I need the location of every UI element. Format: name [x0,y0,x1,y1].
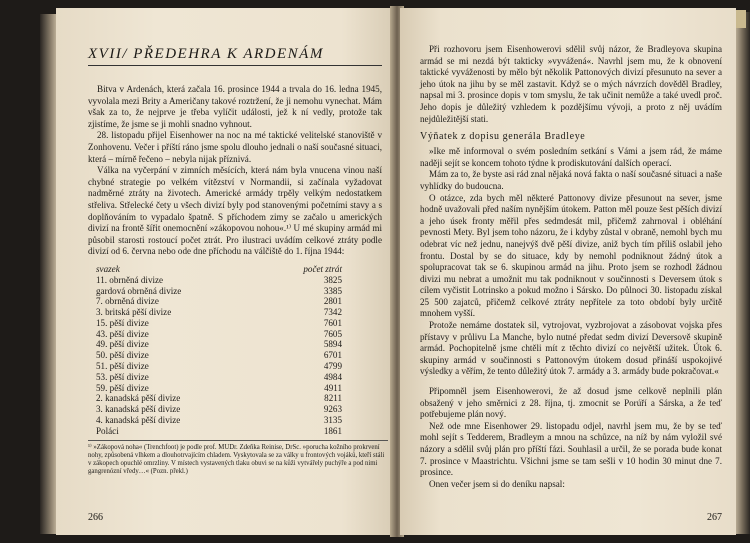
unit-cell: 11. obrněná divize [96,274,164,285]
table-row [96,404,346,415]
paragraph: »Ike mě informoval o svém posledním setkání s Vámi a jsem rád, že máme naději sejít se koncem tohoto týdne k prodiskutování dalších operací. [420,146,722,168]
table-row [96,329,346,340]
table-row [96,383,346,394]
column-header-unit: svazek [96,263,120,274]
table-row [96,296,346,307]
table-row [96,275,346,286]
losses-cell: 9263 [323,404,342,415]
unit-cell: 15. pěší divize [96,317,149,328]
unit-cell: 2. kanadská pěší divize [96,393,181,404]
column-header-losses: počet ztrát [303,263,342,274]
paragraph: Válka na vyčerpání v zimních měsících, která nám byla vnucena vinou naší chybné strategie po velkém vítězství v Normandii, si začínala vyžadovat nadměrné ztráty na životech. Americké armády trpěly velkým nedostatkem střeliva. Střelecké čety u všech divizí byly pod stanovenými početními stavy a s doplňováním to vypadalo špatně. S příchodem zimy se začalo u amerických divizí na frontě šířit onemocnění »zákopovou nohou«.¹⁾ U mé skupiny armád mi působil starosti rostoucí počet ztrát. Pro ilustraci uvádím celkové ztráty podle divizí od 6. června nebo ode dne příchodu na válčiště do 1. října 1944: [88,165,382,257]
unit-cell: 3. kanadská pěší divize [96,404,181,415]
unit-cell: 51. pěší divize [96,361,149,372]
table-row [96,318,346,329]
losses-table [96,264,346,437]
table-row [96,286,346,297]
table-row [96,415,346,426]
table-row [96,339,346,350]
footnote: ¹⁾ »Zákopová noha« (Trenchfoot) je podle prof. MUDr. Zdeňka Reinise, DrSc. »porucha kožního prokrvení nohy, způsobená vlhkem a dlouhotrvajícím chladem. Vyskytovala se za války u frontových vojáků, kteří stáli v zákopech opuchlé omrzliny. V místech vystavených tlaku obuvi se na kůži vytvářely puchýře a pod nimi gangrenózní vředy…« (Pozn. překl.) [88,440,388,476]
unit-cell: 49. pěší divize [96,339,149,350]
losses-cell: 8211 [324,393,342,404]
paragraph: Než ode mne Eisenhower 29. listopadu odjel, navrhl jsem mu, že by se teď mohl sejít s Tedderem, Bradleym a mnou na schůzce, na níž by nám vyložil své názory a sdělil svůj plán pro příští fázi. Souhlasil a určil, že se porada bude konat 7. prosince v Maastrichtu. Všichni jsme se tam sešli v 10 hodin 30 minut dne 7. prosince. [420,420,722,478]
unit-cell: 43. pěší divize [96,328,149,339]
unit-cell: 50. pěší divize [96,350,149,361]
losses-cell: 7605 [323,328,342,339]
losses-cell: 4799 [323,361,342,372]
right-page-edge [734,12,750,534]
unit-cell: 4. kanadská pěší divize [96,415,181,426]
unit-cell: gardová obrněná divize [96,285,182,296]
unit-cell: 53. pěší divize [96,371,149,382]
paragraph: Protože nemáme dostatek sil, vytrojovat, vyzbrojovat a zásobovat vojska přes přístavy v průlivu La Manche, bylo nutné předat sedm divizí Deversově skupině armád. Pochopitelně jsme chtěli mít z těchto divizí co největší užitek. Útok 6. skupiny armád v součinnosti s Pattonovým útokem dosud přináší uspokojivé výsledky a věřím, že tento důležitý útok 7. armády a 3. armády bude pokračovat.« [420,320,722,377]
right-page [400,8,736,535]
losses-cell: 2801 [323,296,342,307]
losses-cell: 1861 [323,425,342,436]
table-row [96,361,346,372]
losses-cell: 3135 [323,415,342,426]
paragraph: O otázce, zda bych měl některé Pattonovy divize přesunout na sever, jsme hodně uvažovali před naším nynějším útokem. Patton měl pouze šest pěších divizí a jeho úsek fronty měřil přes sedmdesát mil, přičemž zahrnoval i obléhání pevnosti Mety. Byl jsem toho názoru, že i kdyby zůstal v obraně, nemohl bych mu odebrat víc než jednu, nanejvýš dvě pěší divize, aniž bych tím příliš oslabil jeho frontu. Dostal by se do situace, kdy by nemohl podniknout žádný útok a spolupracovat tak se 6. skupinou armád na jihu. Proto jsem se rozhodl žádnou divizi mu nebrat a umožnit mu tak podniknout v součinnosti s Deversem útok s cílem vyčistit Lotrinsko a pokud možno i Sársko. Do půlnoci 30. listopadu získal 25 500 zajatců, přičemž celkové ztráty nepřítele za toto období byly určitě mnohem vyšší. [420,192,722,319]
losses-cell: 3825 [323,274,342,285]
unit-cell: 59. pěší divize [96,382,149,393]
losses-cell: 5894 [323,339,342,350]
paragraph: Onen večer jsem si do deníku napsal: [429,478,565,489]
paragraph: Při rozhovoru jsem Eisenhowerovi sdělil svůj názor, že Bradleyova skupina armád se mi nezdá být takticky »vyvážená«. Navrhl jsem mu, že k obnovení taktické vyváženosti by mělo být několik Pattonových divizí přesunuto na sever a jeho útok na jihu by se měl zastavit. Když se o mých návrzích dověděl Bradley, napsal mi 3. prosince dopis v tom smyslu, že tak učinit nemůže a také uvedl proč. Jeho dopis je důležitý vzhledem k pozdějšímu vývoji, a proto z něj uvádím nejdůležitější stati. [420,44,722,124]
losses-cell: 4984 [323,371,342,382]
losses-cell: 4911 [324,382,342,393]
paragraph: Připomněl jsem Eisenhowerovi, že až dosud jsme celkově neplnili plán obsažený v jeho směrnici z 28. října, tj. zmocnit se Porúří a Sárska, a že teď potřebujeme plán nový. [420,386,722,420]
table-row [96,393,346,404]
table-header-row [96,264,346,275]
losses-cell: 6701 [323,350,342,361]
left-page [56,8,392,535]
unit-cell: Poláci [96,425,119,436]
page-number: 267 [707,512,722,523]
table-row [96,426,346,437]
paragraph: 28. listopadu přijel Eisenhower na noc na mé taktické velitelské stanoviště v Zonhovenu. Večer i příští ráno jsme spolu dlouho jednali o naší současné situaci, která – mírně řečeno – nebyla nijak příznivá. [88,130,382,164]
table-row [96,372,346,383]
losses-cell: 7601 [323,317,342,328]
table-row [96,307,346,318]
section-title: Výňatek z dopisu generála Bradleye [420,131,586,143]
page-number: 266 [88,512,103,523]
unit-cell: 3. britská pěší divize [96,307,172,318]
table-row [96,350,346,361]
paragraph: Mám za to, že byste asi rád znal nějaká nová fakta o naší současné situaci a naše vyhlídky do budoucna. [420,169,722,191]
spacer [420,378,722,386]
losses-cell: 7342 [323,307,342,318]
losses-cell: 3385 [323,285,342,296]
chapter-title: XVII/ PŘEDEHRA K ARDENÁM [88,46,382,66]
unit-cell: 7. obrněná divize [96,296,159,307]
paragraph: Bitva v Ardenách, která začala 16. prosince 1944 a trvala do 16. ledna 1945, vyvolala mezi Brity a Američany takové roztržení, že ji nemohu vynechat. Mám však za to, že nejprve je třeba vylíčit události, jež k ní vedly, protože tak zjistíme, že jsme se ji mohli snadno vyhnout. [88,84,382,129]
